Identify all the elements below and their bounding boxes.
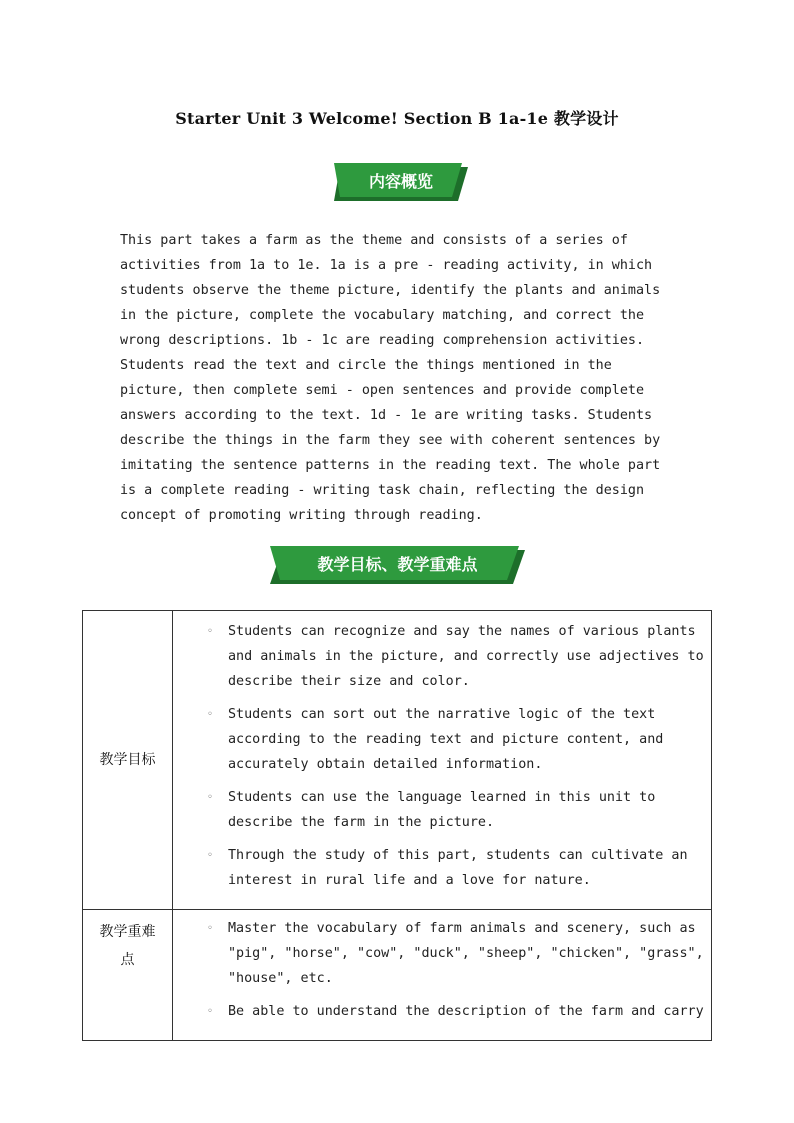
goals-table [82,610,712,1041]
table-row [83,910,712,1041]
list-item [173,843,711,893]
goals-banner-label: 教学目标、教学重难点 [317,555,478,574]
key-points-list [173,910,711,1040]
bullet-icon: ◦ [207,923,214,934]
list-item-text: Through the study of this part, students can cultivate an interest in rural life and a love for nature. [228,848,688,888]
document-title: Starter Unit 3 Welcome! Section B 1a-1e 教学设计 [175,109,619,128]
row-label-key-difficulties [83,910,173,1041]
list-item [173,785,711,835]
bullet-icon: ◦ [207,792,214,803]
bullet-icon: ◦ [207,850,214,861]
list-item-text: Students can use the language learned in this unit to describe the farm in the picture. [228,790,656,830]
list-item [173,916,711,991]
row-content [173,611,712,910]
goal-list [173,611,711,909]
goals-banner [270,546,525,584]
list-item-text: Master the vocabulary of farm animals and scenery, such as "pig", "horse", "cow", "duck", "sheep", "chicken", "grass", "house", etc. [228,921,704,986]
overview-banner-label: 内容概览 [368,172,433,191]
overview-banner [334,163,468,201]
bullet-icon: ◦ [207,1006,214,1017]
list-item [173,702,711,777]
list-item-text: Students can recognize and say the names of various plants and animals in the picture, and correctly use adjectives to describe their size and color. [228,624,704,689]
bullet-icon: ◦ [207,626,214,637]
list-item [173,619,711,694]
row-label-text: 教学重难 点 [99,924,156,968]
table-row [83,611,712,910]
row-content [173,910,712,1041]
bullet-icon: ◦ [207,709,214,720]
overview-paragraph: This part takes a farm as the theme and consists of a series of activities from 1a to 1e. 1a is a pre - reading activity, in which students observe the theme picture, identify the plants and animals in the picture, complete the vocabulary matching, and correct the wrong descriptions. 1b - 1c are reading comprehension activities. Students read the text and circle the things mentioned in the picture, then complete semi - open sentences and provide complete answers according to the text. 1d - 1e are writing tasks. Students describe the things in the farm they see with coherent sentences by imitating the sentence patterns in the reading text. The whole part is a complete reading - writing task chain, reflecting the design concept of promoting writing through reading. [120,233,661,523]
list-item-text: Be able to understand the description of the farm and carry [228,1004,704,1019]
list-item [173,999,711,1024]
list-item-text: Students can sort out the narrative logic of the text according to the reading text and picture content, and accurately obtain detailed information. [228,707,664,772]
row-label-teaching-goals: 教学目标 [83,611,173,910]
